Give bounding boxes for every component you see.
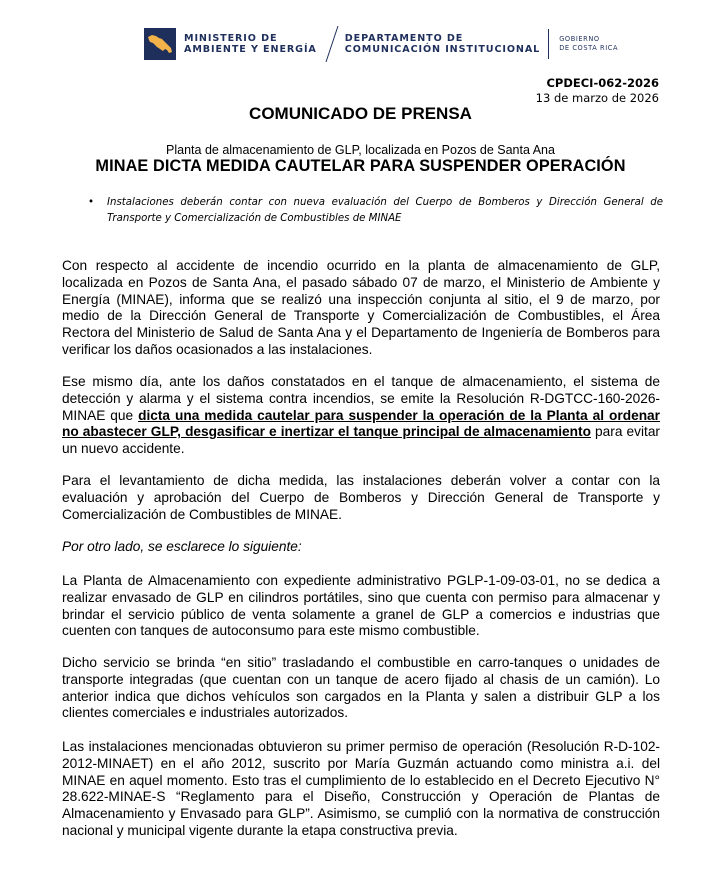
costa-rica-map-icon (147, 33, 173, 55)
paragraph-7: Las instalaciones mencionadas obtuvieron su primer permiso de operación (Resolución R-D-102-2012-MINAET) en el año 2012, suscrito por María Guzmán actuando como ministra a.i. del MINAE en aquel momento. Esto tras el cumplimiento de lo establecido en el Decreto Ejecutivo N° 28.622-MINAE-S “Reglamento para el Diseño, Construcción y Operación de Plantas de Almacenamiento y Envasado para GLP”. Asimismo, se cumplió con la normativa de construcción nacional y municipal vigente durante la etapa constructiva previa. (62, 739, 660, 838)
divider-slash (323, 24, 341, 64)
paragraph-2-outro: para evitar un nuevo accidente. (62, 424, 660, 457)
paragraph-5: La Planta de Almacenamiento con expediente administrativo PGLP-1-09-03-01, no se dedica a realizar envasado de GLP en cilindros portátiles, sino que cuenta con permiso para almacenar y brindar el servicio público de venta solamente a granel de GLP a comercios e industrias que cuenten con tanques de autoconsumo para este mismo combustible. (62, 573, 660, 639)
department-line-1: DEPARTAMENTO DE (344, 33, 464, 44)
summary-bullet-text: Instalaciones deberán contar con nueva evaluación del Cuerpo de Bomberos y Dirección General de Transporte y Comercialización de Combustibles de MINAE (107, 197, 663, 224)
summary-bullets (88, 195, 663, 227)
department-name (345, 33, 540, 55)
paragraph-2-intro: Ese mismo día, ante los daños constatados en el tanque de almacenamiento, el sistema de detección y alarma y el sistema contra incendios, se emite la Resolución R-DGTCC-160-2026-MINAE que (62, 374, 660, 423)
document-headline: MINAE DICTA MEDIDA CAUTELAR PARA SUSPENDER OPERACIÓN (95, 157, 626, 175)
bullet-icon: • (88, 197, 95, 208)
department-line-2: COMUNICACIÓN INSTITUCIONAL (344, 44, 541, 55)
government-line-2: DE COSTA RICA (559, 44, 619, 52)
paragraph-6: Dicho servicio se brinda “en sitio” trasladando el combustible en carro-tanques o unidades de transporte integradas (que cuentan con un tanque de acero fijado al chasis de un camión). Lo anterior indica que dichos vehículos son cargados en la Planta y salen a distribuir GLP a los clientes comerciales e industriales autorizados. (62, 655, 660, 721)
paragraph-2-emphasis: dicta una medida cautelar para suspender la operación de la Planta al ordenar no abastecer GLP, desgasificar e inertizar el tanque principal de almacenamiento (62, 407, 660, 440)
document-title: COMUNICADO DE PRENSA (249, 104, 472, 123)
document-subtitle: Planta de almacenamiento de GLP, localizada en Pozos de Santa Ana (166, 143, 555, 157)
summary-bullet (88, 195, 663, 227)
document-number: CPDECI-062-2026 (546, 76, 659, 90)
ministry-line-1: MINISTERIO DE (184, 33, 278, 44)
divider-bar (548, 29, 549, 59)
government-line-1: GOBIERNO (559, 35, 600, 43)
ministry-name (184, 33, 317, 55)
document-date: 13 de marzo de 2026 (535, 91, 659, 105)
ministry-line-2: AMBIENTE Y ENERGÍA (184, 44, 317, 55)
paragraph-4-clarification-intro: Por otro lado, se esclarece lo siguiente: (62, 539, 302, 554)
paragraph-2 (62, 374, 660, 458)
paragraph-1: Con respecto al accidente de incendio ocurrido en la planta de almacenamiento de GLP, localizada en Pozos de Santa Ana, el pasado sábado 07 de marzo, el Ministerio de Ambiente y Energía (MINAE), informa que se realizó una inspección conjunta al sitio, el 9 de marzo, por medio de la Dirección General de Transporte y Comercialización de Combustibles, el Área Rectora del Ministerio de Salud de Santa Ana y el Departamento de Ingeniería de Bomberos para verificar los daños ocasionados a las instalaciones. (62, 258, 660, 357)
government-name (559, 35, 618, 53)
letterhead (144, 24, 618, 64)
ministry-logo (144, 28, 176, 60)
paragraph-3: Para el levantamiento de dicha medida, las instalaciones deberán volver a contar con la evaluación y aprobación del Cuerpo de Bomberos y Dirección General de Transporte y Comercialización de Combustibles de MINAE. (62, 473, 660, 522)
